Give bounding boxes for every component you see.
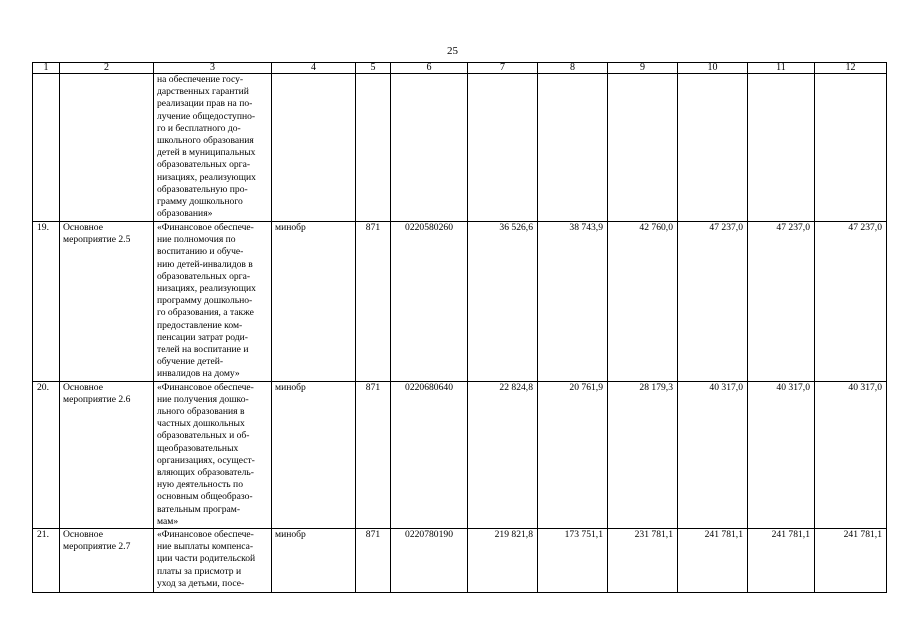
value-col-10: 241 781,1 (678, 529, 748, 593)
activity-name: Основное мероприятие 2.7 (60, 529, 154, 593)
header-cell: 6 (391, 63, 468, 74)
grbs-code: 871 (356, 381, 391, 528)
grbs-code: 871 (356, 222, 391, 382)
header-cell: 8 (538, 63, 608, 74)
value-col-10: 47 237,0 (678, 222, 748, 382)
value-col-12: 47 237,0 (815, 222, 887, 382)
value-col-7: 22 824,8 (468, 381, 538, 528)
budget-code: 0220680640 (391, 381, 468, 528)
header-cell: 12 (815, 63, 887, 74)
activity-name: Основное мероприятие 2.5 (60, 222, 154, 382)
executor: минобр (272, 529, 356, 593)
value-col-7: 36 526,6 (468, 222, 538, 382)
table-row-continuation (33, 74, 887, 222)
value-col-10: 40 317,0 (678, 381, 748, 528)
value-col-7: 219 821,8 (468, 529, 538, 593)
header-cell: 3 (154, 63, 272, 74)
header-row (33, 63, 887, 74)
activity-description: «Финансовое обеспече- ние получения дошко- льного образования в частных дошкольных образовательных и об- щеобразовательных организациях, осущест- вляющих образователь- ную деятельность по основным общеобразо- вательным програм- мам» (154, 381, 272, 528)
budget-code: 0220780190 (391, 529, 468, 593)
value-col-8: 20 761,9 (538, 381, 608, 528)
value-col-12: 40 317,0 (815, 381, 887, 528)
row-number: 21. (33, 529, 60, 593)
activity-description: «Финансовое обеспече- ние полномочия по воспитанию и обуче- нию детей-инвалидов в образовательных орга- низациях, реализующих программу дошкольно- го образования, а также предоставление ком- пенсации затрат роди- телей на воспитание и обучение детей- инвалидов на дому» (154, 222, 272, 382)
header-cell: 10 (678, 63, 748, 74)
header-cell: 5 (356, 63, 391, 74)
row-number: 20. (33, 381, 60, 528)
activity-description: «Финансовое обеспече- ние выплаты компенса- ции части родительской платы за присмотр и уход за детьми, посе- (154, 529, 272, 593)
header-cell: 2 (60, 63, 154, 74)
program-activities-table (32, 62, 887, 593)
value-col-11: 40 317,0 (748, 381, 815, 528)
table-row (33, 529, 887, 593)
budget-code: 0220580260 (391, 222, 468, 382)
continued-description: на обеспечение госу- дарственных гарантий реализации прав на по- лучение общедоступно- го и бесплатного до- школьного образования детей в муниципальных образовательных орга- низациях, реализующих образовательную про- грамму дошкольного образования» (154, 74, 272, 222)
header-cell: 1 (33, 63, 60, 74)
value-col-9: 231 781,1 (608, 529, 678, 593)
header-cell: 9 (608, 63, 678, 74)
value-col-9: 28 179,3 (608, 381, 678, 528)
header-cell: 4 (272, 63, 356, 74)
value-col-9: 42 760,0 (608, 222, 678, 382)
value-col-12: 241 781,1 (815, 529, 887, 593)
value-col-11: 47 237,0 (748, 222, 815, 382)
row-number: 19. (33, 222, 60, 382)
value-col-8: 38 743,9 (538, 222, 608, 382)
activity-name: Основное мероприятие 2.6 (60, 381, 154, 528)
grbs-code: 871 (356, 529, 391, 593)
value-col-8: 173 751,1 (538, 529, 608, 593)
table-row (33, 222, 887, 382)
header-cell: 7 (468, 63, 538, 74)
page-number: 25 (447, 45, 458, 57)
executor: минобр (272, 381, 356, 528)
header-cell: 11 (748, 63, 815, 74)
value-col-11: 241 781,1 (748, 529, 815, 593)
executor: минобр (272, 222, 356, 382)
table-row (33, 381, 887, 528)
